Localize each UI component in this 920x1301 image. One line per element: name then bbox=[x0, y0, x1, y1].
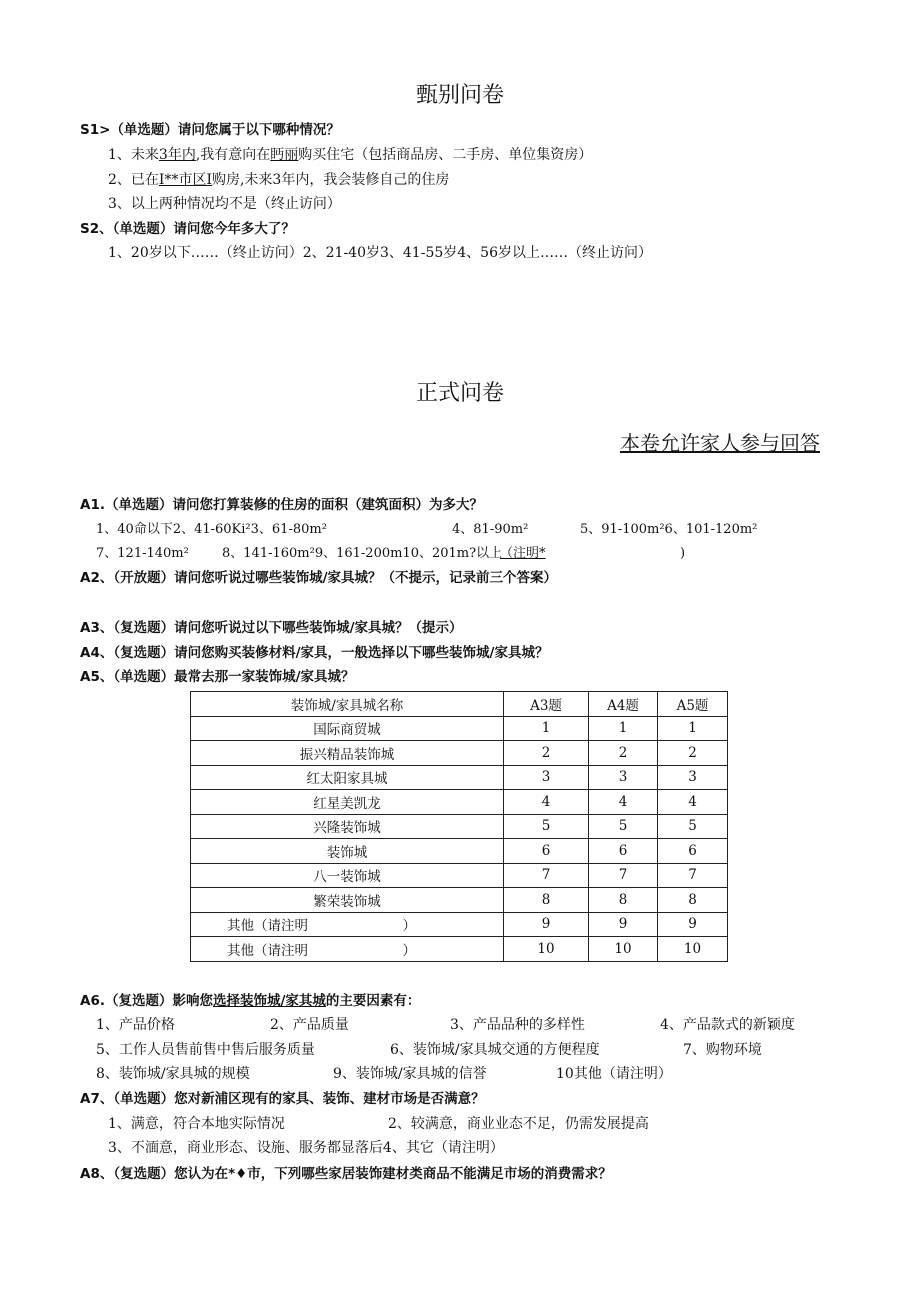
a6-option: 10其他（请注明） bbox=[556, 1066, 672, 1082]
code-cell: 2 bbox=[658, 741, 728, 766]
code-cell: 9 bbox=[658, 912, 728, 937]
code-cell: 5 bbox=[504, 814, 589, 839]
code-cell: 1 bbox=[658, 716, 728, 741]
header-a4: A4题 bbox=[589, 692, 658, 717]
code-cell: 2 bbox=[504, 741, 589, 766]
header-a3: A3题 bbox=[504, 692, 589, 717]
code-cell: 3 bbox=[658, 765, 728, 790]
code-cell: 6 bbox=[658, 839, 728, 864]
a6-option: 8、装饰城/家具城的规模 bbox=[96, 1066, 250, 1082]
question-a5: A5、（单选题）最常去那一家装饰城/家具城？ bbox=[80, 669, 355, 685]
question-s2: S2、（单选题）请问您今年多大了？ bbox=[80, 221, 295, 237]
code-cell: 10 bbox=[658, 937, 728, 962]
table-row bbox=[191, 912, 728, 937]
question-a4: A4、（复选题）请问您购买装修材料/家具，一般选择以下哪些装饰城/家具城？ bbox=[80, 645, 549, 661]
header-a5: A5题 bbox=[658, 692, 728, 717]
header-name: 装饰城/家具城名称 bbox=[191, 692, 504, 717]
mall-table bbox=[190, 691, 728, 962]
table-row bbox=[191, 765, 728, 790]
code-cell: 2 bbox=[589, 741, 658, 766]
a6-option: 2、产品质量 bbox=[270, 1017, 349, 1033]
code-cell: 7 bbox=[504, 863, 589, 888]
code-cell: 1 bbox=[589, 716, 658, 741]
family-note: 本卷允许家人参与回答 bbox=[620, 431, 820, 455]
s1-option-2: 2、已在I**市区I购房,未来3年内，我会装修自己的住房 bbox=[108, 172, 450, 188]
question-a2: A2、（开放题）请问您听说过哪些装饰城/家具城？（不提示，记录前三个答案） bbox=[80, 570, 558, 586]
mall-name-cell: 八一装饰城 bbox=[191, 863, 504, 888]
code-cell: 3 bbox=[589, 765, 658, 790]
a6-option: 3、产品品种的多样性 bbox=[450, 1017, 585, 1033]
a7-option: 1、满意，符合本地实际情况 bbox=[108, 1116, 285, 1132]
a6-option: 6、装饰城/家具城交通的方便程度 bbox=[390, 1042, 600, 1058]
a6-option: 1、产品价格 bbox=[96, 1017, 175, 1033]
a1-option-7: 7、121-140m² bbox=[96, 546, 189, 561]
code-cell: 4 bbox=[658, 790, 728, 815]
code-cell: 8 bbox=[589, 888, 658, 913]
mall-name-cell: 国际商贸城 bbox=[191, 716, 504, 741]
code-cell: 9 bbox=[589, 912, 658, 937]
table-row bbox=[191, 790, 728, 815]
a7-option: 3、不湎意，商业形态、设施、服务都显落后4、其它（请注明） bbox=[108, 1140, 504, 1156]
question-a7: A7、（单选题）您对新浦区现有的家具、装饰、建材市场是否满意？ bbox=[80, 1091, 485, 1107]
a1-options-8-10: 8、141-160m²9、161-200m10、201m?以上 bbox=[222, 546, 503, 561]
s1-option-3: 3、以上两种情况均不是（终止访问） bbox=[108, 196, 341, 212]
mall-name-cell: 其他（请注明 ） bbox=[191, 937, 504, 962]
table-row bbox=[191, 716, 728, 741]
mall-name-cell: 其他（请注明 ） bbox=[191, 912, 504, 937]
code-cell: 8 bbox=[504, 888, 589, 913]
question-s1: S1>（单选题）请问您属于以下哪种情况？ bbox=[80, 122, 340, 138]
code-cell: 3 bbox=[504, 765, 589, 790]
code-cell: 9 bbox=[504, 912, 589, 937]
a1-specify-field[interactable]: （注明* ) bbox=[500, 546, 686, 561]
table-row bbox=[191, 814, 728, 839]
question-a8: A8、（复选题）您认为在*♦市，下列哪些家居装饰建材类商品不能满足市场的消费需求？ bbox=[80, 1166, 612, 1182]
code-cell: 4 bbox=[504, 790, 589, 815]
table-row bbox=[191, 863, 728, 888]
code-cell: 6 bbox=[504, 839, 589, 864]
formal-title: 正式问卷 bbox=[415, 381, 504, 406]
a6-option: 9、装饰城/家具城的信誉 bbox=[333, 1066, 487, 1082]
mall-name-cell: 红太阳家具城 bbox=[191, 765, 504, 790]
mall-name-cell: 红星美凯龙 bbox=[191, 790, 504, 815]
question-a6: A6.（复选题）影响您选择装饰城/家其城的主要因素有： bbox=[80, 993, 421, 1009]
table-row bbox=[191, 741, 728, 766]
s1-option-1: 1、未来3年内,我有意向在眄丽购买住宅（包括商品房、二手房、单位集资房） bbox=[108, 147, 593, 163]
a6-option: 5、工作人员售前售中售后服务质量 bbox=[96, 1042, 315, 1058]
code-cell: 6 bbox=[589, 839, 658, 864]
code-cell: 10 bbox=[589, 937, 658, 962]
a1-options-1-3: 1、40命以下2、41-60Ki²3、61-80m² bbox=[96, 522, 327, 537]
code-cell: 4 bbox=[589, 790, 658, 815]
question-a3: A3、（复选题）请问您听说过以下哪些装饰城/家具城？（提示） bbox=[80, 620, 463, 636]
code-cell: 7 bbox=[658, 863, 728, 888]
table-row bbox=[191, 888, 728, 913]
code-cell: 7 bbox=[589, 863, 658, 888]
a6-option: 4、产品款式的新颖度 bbox=[660, 1017, 795, 1033]
a1-option-4: 4、81-90m² bbox=[452, 522, 529, 537]
question-a1: A1.（单选题）请问您打算装修的住房的面积（建筑面积）为多大？ bbox=[80, 497, 483, 513]
table-row bbox=[191, 937, 728, 962]
code-cell: 5 bbox=[658, 814, 728, 839]
code-cell: 1 bbox=[504, 716, 589, 741]
screening-title: 甄别问卷 bbox=[415, 83, 504, 108]
mall-name-cell: 繁荣装饰城 bbox=[191, 888, 504, 913]
table-header bbox=[191, 692, 728, 717]
code-cell: 8 bbox=[658, 888, 728, 913]
mall-name-cell: 兴隆装饰城 bbox=[191, 814, 504, 839]
a1-options-5-6: 5、91-100m²6、101-120m² bbox=[580, 522, 758, 537]
mall-name-cell: 振兴精品装饰城 bbox=[191, 741, 504, 766]
table-row bbox=[191, 839, 728, 864]
a6-option: 7、购物环境 bbox=[683, 1042, 762, 1058]
s2-options: 1、20岁以下……（终止访问）2、21-40岁3、41-55岁4、56岁以上……（终止访问） bbox=[108, 245, 652, 261]
code-cell: 10 bbox=[504, 937, 589, 962]
a7-option: 2、较满意，商业业态不足，仍需发展提高 bbox=[388, 1116, 649, 1132]
mall-name-cell: 装饰城 bbox=[191, 839, 504, 864]
code-cell: 5 bbox=[589, 814, 658, 839]
